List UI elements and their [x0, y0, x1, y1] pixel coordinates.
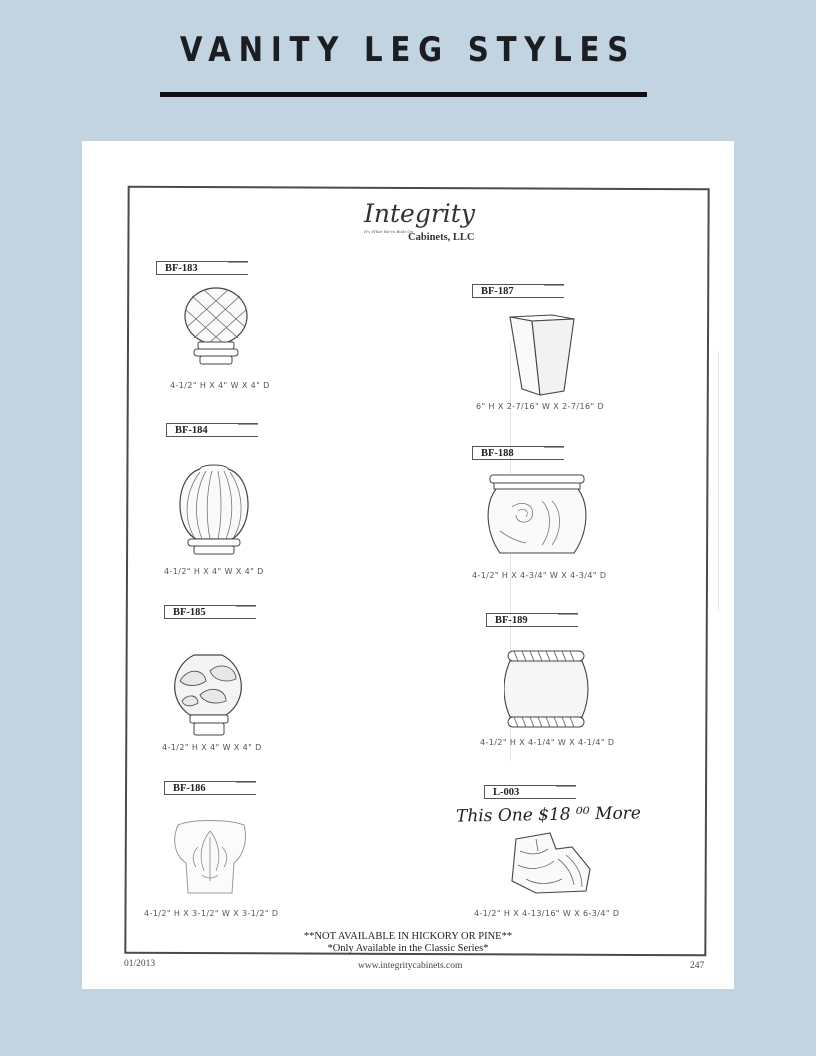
- product-code-bf-185: BF-185: [164, 605, 256, 619]
- product-dims-bf-183: 4-1/2" H X 4" W X 4" D: [170, 381, 270, 390]
- tapered-square-leg-icon: [502, 309, 582, 399]
- ball-leg-leaf-carved-icon: [170, 651, 250, 741]
- footer-url: www.integritycabinets.com: [358, 961, 463, 971]
- product-dims-bf-186: 4-1/2" H X 3-1/2" W X 3-1/2" D: [144, 909, 279, 918]
- footer-date: 01/2013: [124, 959, 156, 969]
- footer-page-number: 247: [690, 961, 705, 971]
- handwritten-price-note: This One $18 ⁰⁰ More: [455, 803, 642, 827]
- product-dims-bf-184: 4-1/2" H X 4" W X 4" D: [164, 567, 264, 576]
- bun-foot-scroll-icon: [482, 471, 592, 561]
- product-dims-l-003: 4-1/2" H X 4-13/16" W X 6-3/4" D: [474, 909, 620, 918]
- product-code-bf-189: BF-189: [486, 613, 578, 627]
- product-code-bf-184: BF-184: [166, 423, 258, 437]
- product-code-l-003: L-003: [484, 785, 576, 799]
- rope-banded-bun-icon: [504, 645, 594, 735]
- product-dims-bf-187: 6" H X 2-7/16" W X 2-7/16" D: [476, 402, 605, 411]
- product-code-bf-187: BF-187: [472, 284, 564, 298]
- availability-note: **NOT AVAILABLE IN HICKORY OR PINE**: [303, 931, 513, 942]
- catalog-scan: [82, 141, 734, 989]
- product-code-bf-188: BF-188: [472, 446, 564, 460]
- claw-foot-icon: [506, 829, 596, 899]
- header-divider: [160, 92, 647, 97]
- ball-leg-fluted-icon: [172, 463, 258, 559]
- product-code-bf-186: BF-186: [164, 781, 256, 795]
- series-note: *Only Available in the Classic Series*: [327, 943, 489, 954]
- page-title: VANITY LEG STYLES: [179, 30, 637, 70]
- acanthus-carved-foot-icon: [168, 817, 252, 901]
- integrity-logo: [364, 199, 504, 249]
- ball-leg-diamond-pattern-icon: [178, 286, 258, 372]
- product-dims-bf-189: 4-1/2" H X 4-1/4" W X 4-1/4" D: [480, 738, 615, 747]
- product-dims-bf-185: 4-1/2" H X 4" W X 4" D: [162, 743, 262, 752]
- logo-tagline: It's What We're Built On: [364, 229, 414, 234]
- product-dims-bf-188: 4-1/2" H X 4-3/4" W X 4-3/4" D: [472, 571, 607, 580]
- logo-wordmark: Integrity: [364, 199, 475, 228]
- logo-company: Cabinets, LLC: [408, 232, 475, 243]
- product-code-bf-183: BF-183: [156, 261, 248, 275]
- scan-artifact: [718, 351, 719, 611]
